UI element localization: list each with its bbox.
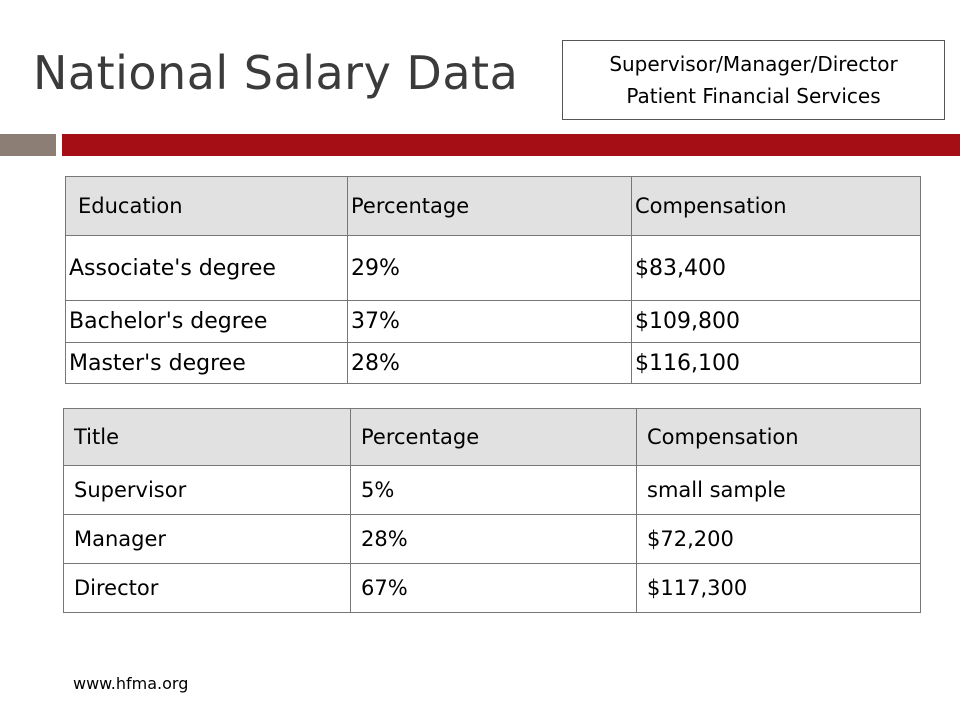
percentage-cell: 28%: [351, 515, 637, 564]
education-cell: Bachelor's degree: [66, 301, 348, 343]
education-cell: Master's degree: [66, 343, 348, 384]
compensation-cell: $83,400: [632, 236, 921, 301]
title-cell: Director: [64, 564, 351, 613]
table-row: [64, 564, 921, 613]
table-row: [66, 236, 921, 301]
compensation-cell: $72,200: [637, 515, 921, 564]
percentage-cell: 29%: [348, 236, 632, 301]
page-title: National Salary Data: [33, 46, 519, 100]
percentage-cell: 5%: [351, 466, 637, 515]
footer-url: www.hfma.org: [73, 674, 189, 693]
table-row: [66, 343, 921, 384]
accent-bar-red: [62, 134, 960, 156]
title-table: [63, 408, 921, 613]
title-cell: Manager: [64, 515, 351, 564]
column-header-compensation: Compensation: [637, 409, 921, 466]
table-row: [66, 301, 921, 343]
accent-bar-gray: [0, 134, 56, 156]
column-header-percentage: Percentage: [348, 177, 632, 236]
column-header-compensation: Compensation: [632, 177, 921, 236]
column-header-title: Title: [64, 409, 351, 466]
subtitle-line-2: Patient Financial Services: [626, 84, 881, 108]
percentage-cell: 67%: [351, 564, 637, 613]
table-row: [64, 466, 921, 515]
subtitle-line-1: Supervisor/Manager/Director: [609, 52, 898, 76]
subtitle-box: [562, 40, 945, 120]
table-header-row: [66, 177, 921, 236]
table-row: [64, 515, 921, 564]
compensation-cell: $116,100: [632, 343, 921, 384]
title-cell: Supervisor: [64, 466, 351, 515]
table-header-row: [64, 409, 921, 466]
education-cell: Associate's degree: [66, 236, 348, 301]
percentage-cell: 37%: [348, 301, 632, 343]
education-table: [65, 176, 921, 384]
percentage-cell: 28%: [348, 343, 632, 384]
compensation-cell: $109,800: [632, 301, 921, 343]
column-header-percentage: Percentage: [351, 409, 637, 466]
compensation-cell: $117,300: [637, 564, 921, 613]
compensation-cell: small sample: [637, 466, 921, 515]
column-header-education: Education: [66, 177, 348, 236]
